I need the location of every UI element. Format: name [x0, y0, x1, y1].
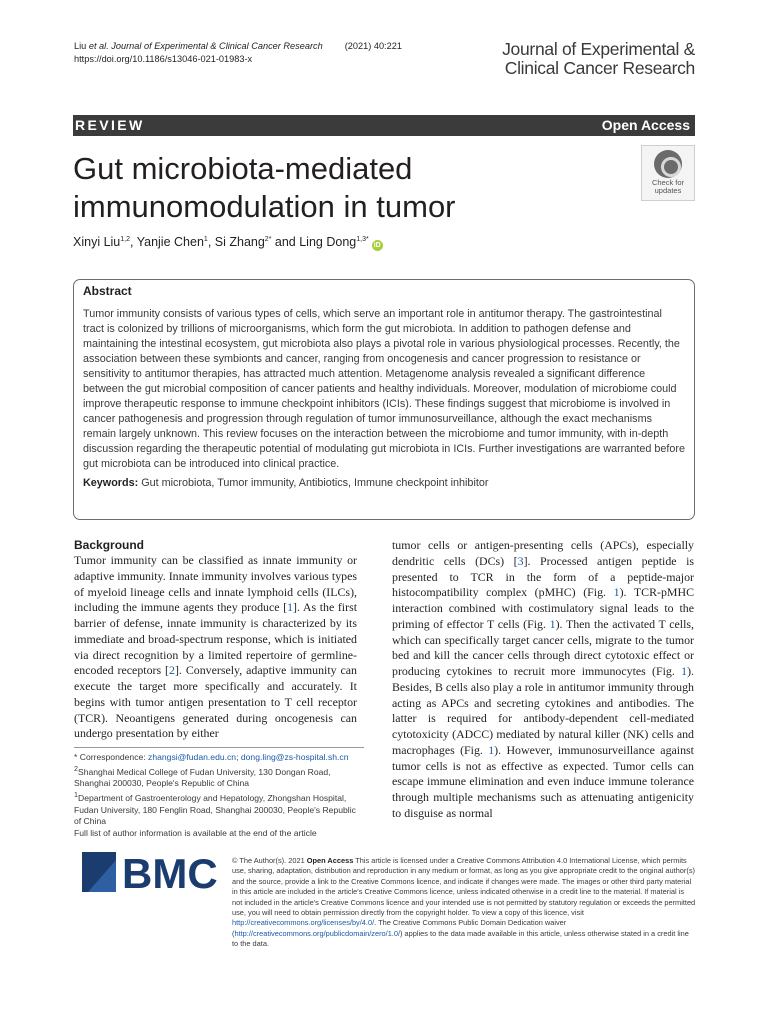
article-type-banner [73, 115, 695, 136]
check-for-updates-button[interactable] [641, 145, 695, 201]
author-name: Si Zhang [214, 235, 265, 250]
correspondence: * Correspondence: zhangsi@fudan.edu.cn; dong.ling@zs-hospital.sh.cn [74, 752, 349, 762]
journal-name-line1: Journal of Experimental & [502, 39, 695, 59]
body-column-right [392, 538, 694, 822]
orcid-icon[interactable]: iD [373, 242, 381, 250]
email-link-1[interactable]: zhangsi@fudan.edu.cn [148, 752, 237, 762]
check-updates-icon [654, 150, 682, 178]
article-title: Gut microbiota-mediated immunomodulation in tumor [73, 151, 456, 224]
reference-link[interactable]: 1 [613, 585, 620, 600]
section-heading: Background [74, 538, 145, 552]
body-paragraph-left: Tumor immunity can be classified as innate immunity or adaptive immunity. Innate immunity involves various types of myeloid lineage cells and innate lymphoid cells (ILCs), including the immune agents they produce [1]. As the first barrier of defense, innate immunity is characterized by its immediate and broad-spectrum response, which is initiated via direct recognition by a limited repertoire of germline-encoded receptors [2]. Conversely, adaptive immunity can execute the target more specifically and accurately. It begins with tumor antigen presentation to T cell receptor (TCR). Neoantigens generated during oncogenesis can undergo presentation by either [74, 553, 358, 741]
check-updates-label-1: Check for [651, 178, 685, 187]
author-affiliation-sup: 2* [264, 236, 272, 243]
citation-journal: Journal of Experimental & Clinical Cancer Research [108, 41, 323, 51]
reference-link[interactable]: 3 [517, 553, 524, 568]
author-name: Xinyi Liu [73, 235, 121, 250]
full-author-info-note: Full list of author information is available at the end of the article [74, 827, 317, 838]
author-name: Yanjie Chen [136, 235, 204, 250]
author-affiliation-sup: 1,3* [356, 236, 369, 243]
reference-link[interactable]: 2 [169, 663, 175, 678]
abstract-text: Tumor immunity consists of various types of cells, which serve an important role in antitumor therapy. The gastrointestinal tract is colonized by trillions of microorganisms, which form the gut microbiota. In addition to pathogen defense and maintaining the intestinal ecosystem, gut microbiota also plays a pivotal role in various physiological processes. Recently, the association between these symbionts and cancer, ranging from oncogenesis and cancer progression to resistance or sensitivity to antitumor therapies, has attracted much attention. Metagenome analysis revealed a significant difference between the gut microbial composition of cancer patients and healthy individuals. Moreover, modulation of microbiome could improve therapeutic response to immune checkpoint inhibitors (ICIs). These findings suggest that microbiome is involved in cancer pathogenesis and progression through regulation of tumor immunosurveillance, although the exact mechanisms remain largely unknown. This review focuses on the interaction between the microbiome and tumor immunity, with in-depth discussion regarding the therapeutic potential of modulating gut microbiota in ICIs. Further investigations are warranted before gut microbiota can be introduced into clinical practice. [83, 308, 685, 471]
license-statement: © The Author(s). 2021 Open Access This article is licensed under a Creative Commons Attribution 4.0 International License, which permits use, sharing, adaptation, distribution and reproduction in any medium or format, as long as you give appropriate credit to the original author(s) and the source, provide a link to the Creative Commons licence, and indicate if changes were made. The images or other third party material in this article are included in the article's Creative Commons licence, unless indicated otherwise in a credit line to the material. If material is not included in the article's Creative Commons licence and your intended use is not permitted by statutory regulation or exceeds the permitted use, you will need to obtain permission directly from the copyright holder. To view a copy of this licence, visit http://creativecommons.org/licenses/by/4.0/. The Creative Commons Public Domain Dedication waiver (http://creativecommons.org/publicdomain/zero/1.0/) applies to the data made available in this article, unless otherwise stated in a credit line to the data. [232, 856, 696, 949]
bmc-logo-text: BMC [122, 852, 218, 892]
abstract-heading: Abstract [83, 284, 132, 298]
abstract-box [73, 279, 695, 520]
reference-link[interactable]: 1 [681, 664, 688, 678]
body-column-left [74, 538, 357, 742]
author-affiliation-sup: 1 [203, 236, 208, 243]
reference-link[interactable]: 1 [549, 616, 556, 631]
check-updates-label-2: updates [654, 186, 682, 195]
footnotes [74, 747, 364, 840]
doi-link[interactable]: https://doi.org/10.1186/s13046-021-01983-x [74, 54, 253, 64]
keywords [83, 476, 685, 491]
citation-authors: Liu [74, 41, 89, 51]
citation-year: (2021) 40:221 [344, 41, 402, 51]
body-paragraph-right: tumor cells or antigen-presenting cells (APCs), especially dendritic cells (DCs) [3]. Processed antigen peptide is presented to TCR in the form of a peptide-major histocompatibility complex (pMHC) (Fig. 1). TCR-pMHC interaction combined with costimulatory signal leads to the priming of effector T cells (Fig. 1). Then the activated T cells, which can specifically target cancer cells, migrate to the tumor bed and kill the cancer cells through direct cytotoxic effect or producing cytokines to recruit more immunocytes (Fig. 1). Besides, B cells also play a role in antitumor immunity through acting as APCs and secreting cytokines and antibodies. The latter is required for antibody-dependent cell-mediated cytotoxicity (ADCC) mediated by natural killer (NK) cells and macrophages (Fig. 1). However, immunosurveillance against tumor cells is not as effective as expected. Tumor cells can escape immune elimination and even induce immune tolerance through multiple mechanisms such as attenuating antigenicity to disguise as normal [392, 538, 695, 820]
keywords-label: Keywords: [83, 476, 139, 489]
affiliation-2: $^2$Shanghai Medical College of Fudan University, 130 Dongan Road, Shanghai 200030, People's Republic of China [74, 765, 331, 789]
affiliation-1: $^1$Department of Gastroenterology and Hepatology, Zhongshan Hospital, Fudan University, 180 Fenglin Road, Shanghai 200030, People's Republic of China [74, 791, 356, 826]
journal-name [502, 40, 695, 78]
email-link-2[interactable]: dong.ling@zs-hospital.sh.cn [240, 752, 349, 762]
author-name: Ling Dong [299, 235, 357, 250]
article-type: REVIEW [75, 117, 145, 133]
author-list: Xinyi Liu$^{1,2}$, Yanjie Chen$^1$, Si Zhang$^{2*}$ and Ling Dong$^{1,3*}$iD [73, 235, 381, 250]
author-affiliation-sup: 1,2 [120, 236, 130, 243]
citation-line [74, 40, 402, 53]
citation-etal: et al. [88, 41, 109, 51]
keywords-list: Gut microbiota, Tumor immunity, Antibiotics, Immune checkpoint inhibitor [138, 476, 489, 489]
cc-zero-link[interactable]: http://creativecommons.org/publicdomain/zero/1.0/ [234, 928, 401, 938]
reference-link[interactable]: 1 [287, 600, 294, 615]
running-header [74, 40, 402, 66]
bmc-logo [82, 852, 222, 892]
cc-license-link[interactable]: http://creativecommons.org/licenses/by/4.0/ [232, 918, 375, 928]
reference-link[interactable]: 1 [488, 742, 495, 757]
journal-name-line2: Clinical Cancer Research [504, 58, 695, 78]
open-access-label: Open Access [601, 117, 690, 133]
